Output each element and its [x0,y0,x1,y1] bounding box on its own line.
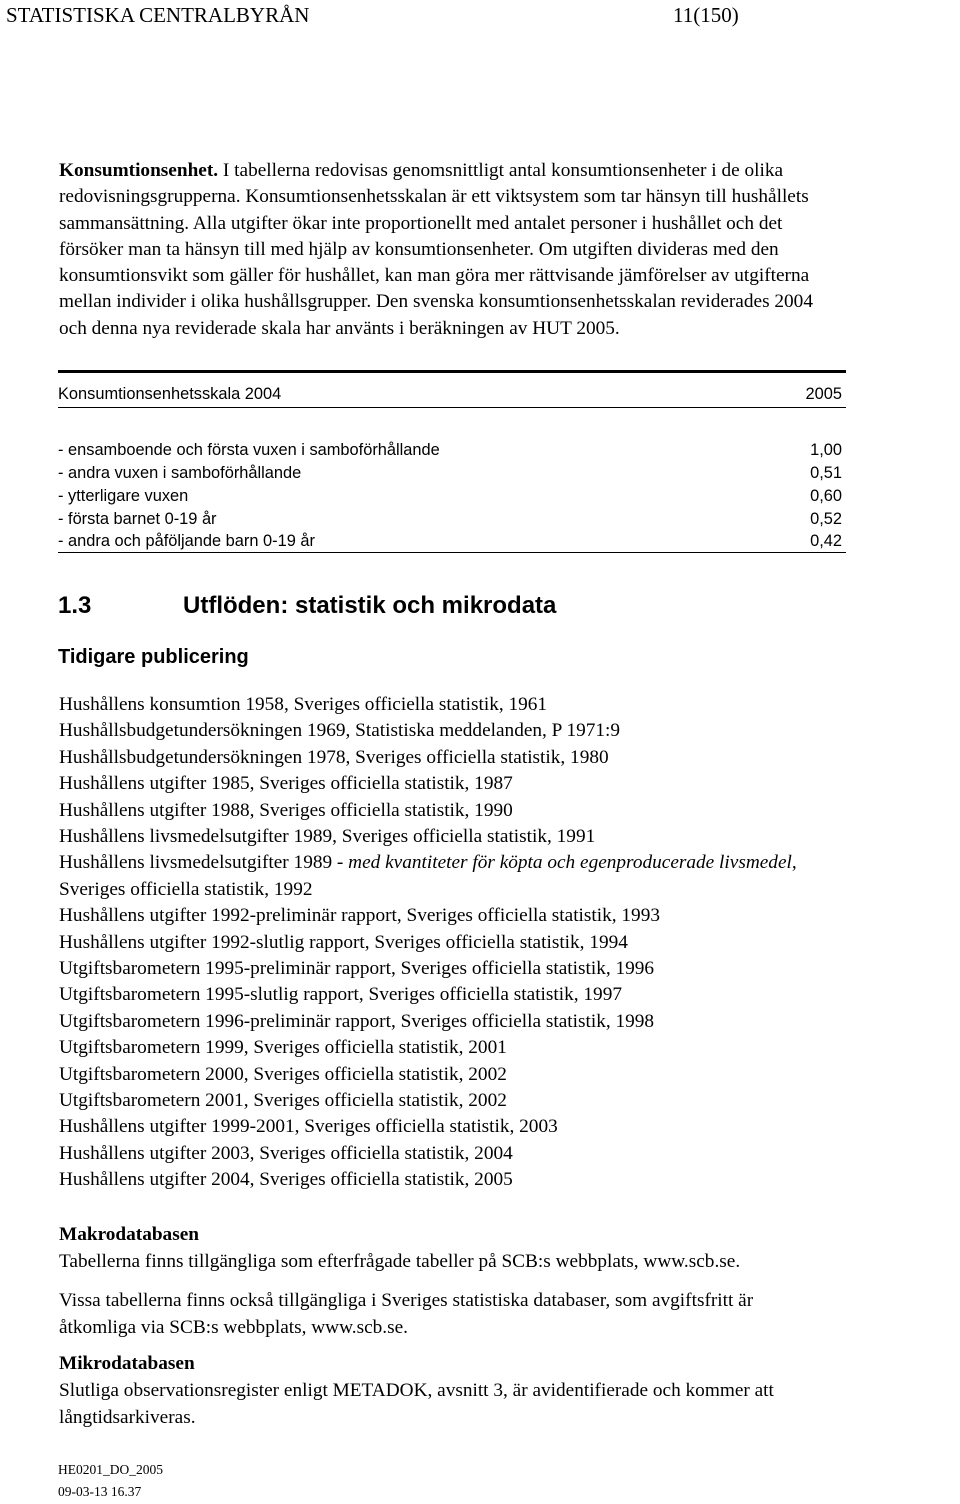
makro-text-1: Tabellerna finns tillgängliga som efterfrågade tabeller på SCB:s webbplats, www.scb.se. [59,1251,741,1272]
row-value: 0,60 [810,487,842,505]
list-item: Utgiftsbarometern 1996-preliminär rapport, Sveriges officiella statistik, 1998 [59,1010,655,1032]
header-page-number: 11(150) [673,3,739,27]
table-header-year: 2005 [805,385,842,403]
table-row [58,487,846,510]
list-item: Hushållens utgifter 1999-2001, Sveriges officiella statistik, 2003 [59,1116,558,1138]
list-item: Utgiftsbarometern 2000, Sveriges officiella statistik, 2002 [59,1063,507,1085]
mikro-text-2: långtidsarkiveras. [59,1407,196,1428]
row-value: 1,00 [810,441,842,459]
list-item: Utgiftsbarometern 1995-slutlig rapport, Sveriges officiella statistik, 1997 [59,984,622,1006]
list-item: Hushållens utgifter 2004, Sveriges officiella statistik, 2005 [59,1169,513,1191]
list-item: Hushållens utgifter 1985, Sveriges officiella statistik, 1987 [59,773,513,795]
footer-timestamp: 09-03-13 16.37 [58,1484,142,1499]
intro-paragraph [59,158,959,342]
row-value: 0,42 [810,532,842,550]
table-row [58,464,846,487]
mikro-text-1: Slutliga observationsregister enligt METADOK, avsnitt 3, är avidentifierade och kommer att [59,1380,774,1401]
row-value: 0,52 [810,510,842,528]
table-header-rule [58,407,846,408]
list-item: Hushållens utgifter 1988, Sveriges officiella statistik, 1990 [59,799,513,821]
row-label: - andra och påföljande barn 0-19 år [58,532,315,550]
list-item: Hushållens konsumtion 1958, Sveriges officiella statistik, 1961 [59,694,548,715]
row-value: 0,51 [810,464,842,482]
table-header-label: Konsumtionsenhetsskala 2004 [58,385,282,403]
pub-prefix: Hushållens livsmedelsutgifter 1989 - [59,852,349,874]
list-item: Utgiftsbarometern 1995-preliminär rapport, Sveriges officiella statistik, 1996 [59,958,655,979]
section-title: Utflöden: statistik och mikrodata [183,592,557,619]
pub-suffix: , [791,852,797,874]
makro-text-3: åtkomliga via SCB:s webbplats, www.scb.se. [59,1317,408,1338]
section-number: 1.3 [58,592,92,619]
list-item: Hushållens utgifter 1992-preliminär rapport, Sveriges officiella statistik, 1993 [59,905,660,927]
pub-italic-subtitle: med kvantiteter för köpta och egenproducerade livsmedel [348,852,792,874]
makro-heading: Makrodatabasen [59,1224,199,1245]
list-item: Hushållens utgifter 2003, Sveriges officiella statistik, 2004 [59,1142,513,1164]
intro-text: I tabellerna redovisas genomsnittligt antal konsumtionsenheter i de olika redovisningsgrupperna. Konsumtionsenhetsskalan är ett viktsystem som tar hänsyn till hushållets sammansättning. Alla utgifter ökar inte proportionellt med antalet personer i hushållet och det försöker man ta hänsyn till med hjälp av konsumtionsenheter. Om utgiften divideras med den konsumtionsvikt som gäller för hushållet, kan man göra mer rättvisande jämförelser av utgifterna mellan individer i olika hushållsgrupper. Den svenska konsumtionsenhetsskalan reviderades 2004 och denna nya reviderade skala har använts i beräkningen av HUT 2005. [59,160,813,339]
table-bottom-rule [58,552,846,553]
row-label: - ensamboende och första vuxen i samboförhållande [58,441,440,459]
table-row [58,510,846,533]
footer-doc-id: HE0201_DO_2005 [58,1462,163,1477]
row-label: - ytterligare vuxen [58,487,189,505]
makro-text-2: Vissa tabellerna finns också tillgängliga i Sveriges statistiska databaser, som avgiftsfritt är [59,1290,754,1311]
table-top-rule [58,370,846,373]
list-item: Sveriges officiella statistik, 1992 [59,878,313,900]
list-item: Hushållens livsmedelsutgifter 1989, Sveriges officiella statistik, 1991 [59,826,596,847]
row-label: - första barnet 0-19 år [58,510,217,528]
row-label: - andra vuxen i samboförhållande [58,464,302,482]
mikro-heading: Mikrodatabasen [59,1353,195,1374]
list-item: Hushållsbudgetundersökningen 1978, Sveriges officiella statistik, 1980 [59,746,609,768]
list-item: Hushållsbudgetundersökningen 1969, Statistiska meddelanden, P 1971:9 [59,720,621,742]
list-item: Utgiftsbarometern 1999, Sveriges officiella statistik, 2001 [59,1037,507,1059]
list-item: Hushållens utgifter 1992-slutlig rapport, Sveriges officiella statistik, 1994 [59,931,628,953]
list-item: Utgiftsbarometern 2001, Sveriges officiella statistik, 2002 [59,1090,507,1111]
list-item [59,852,797,874]
table-row [58,441,846,464]
header-organization: STATISTISKA CENTRALBYRÅN [6,3,310,27]
intro-term: Konsumtionsenhet. [59,160,219,181]
subsection-heading: Tidigare publicering [58,646,249,668]
